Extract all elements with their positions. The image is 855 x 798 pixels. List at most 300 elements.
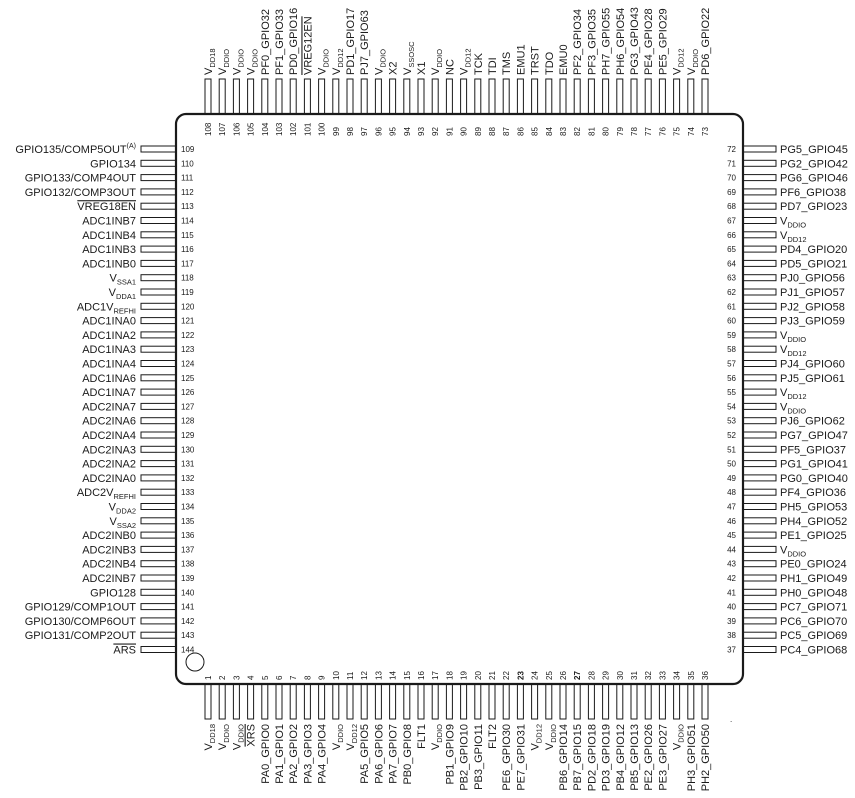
pin-name-pj7-gpio63: PJ7_GPIO63	[359, 10, 372, 75]
pin-stub-113	[141, 203, 176, 209]
pin-stub-137	[141, 546, 176, 552]
pin-stub-2	[219, 684, 225, 719]
pin-stub-51	[743, 446, 776, 452]
pin-name-flt2: FLT2	[487, 724, 499, 749]
pin-stub-93	[418, 79, 424, 114]
pin-name-v-dda1: $V_{DDA1}$	[108, 287, 136, 301]
pin-stub-91	[446, 79, 452, 114]
pin-number-17: 17	[431, 671, 441, 680]
pin-number-89: 89	[473, 127, 483, 136]
pin-name-v-dd12: $V_{DD12}$	[458, 48, 473, 75]
pin-number-84: 84	[544, 127, 554, 136]
pin-stub-29	[603, 684, 609, 719]
pin-stub-77	[645, 79, 651, 114]
pin-number-110: 110	[181, 159, 194, 169]
pin-name-v-dd12: $V_{DD12}$	[780, 387, 807, 402]
pin-name-pe7-gpio31: PE7_GPIO31	[515, 724, 528, 791]
pin-stub-87	[503, 79, 509, 114]
pin-name-v-dd18: $V_{DD18}$	[203, 48, 217, 75]
pin-number-88: 88	[488, 127, 497, 136]
pin-number-11: 11	[346, 671, 355, 680]
pin-number-2: 2	[218, 675, 228, 680]
pin-stub-41	[743, 589, 776, 595]
pin-name-pj5-gpio61: PJ5_GPIO61	[780, 372, 845, 385]
pin-number-44: 44	[727, 545, 736, 555]
pin-stub-32	[645, 684, 651, 719]
pin-name-pb7-gpio15: PB7_GPIO15	[572, 724, 585, 791]
pin-number-74: 74	[686, 127, 696, 136]
pin-name-pa3-gpio3: PA3_GPIO3	[302, 724, 315, 784]
pin-name-pd1-gpio17: PD1_GPIO17	[345, 7, 357, 75]
pin-name-gpio132-comp3out: GPIO132/COMP3OUT	[24, 186, 136, 199]
pin-number-129: 129	[181, 431, 195, 440]
pin-name-v-dd12: $V_{DD12}$	[330, 48, 345, 75]
pin-name-tms: TMS	[501, 51, 514, 75]
pin-stub-107	[219, 79, 225, 114]
pin-number-112: 112	[181, 187, 194, 197]
pin-number-68: 68	[727, 202, 736, 212]
pin-number-60: 60	[727, 316, 736, 326]
pin-name-v-ddio: $V_{DDIO}$	[231, 48, 246, 75]
pin-number-64: 64	[727, 259, 736, 269]
pin-name-pf4-gpio36: PF4_GPIO36	[780, 487, 847, 500]
pin-stub-122	[141, 332, 176, 338]
pin-number-119: 119	[181, 288, 194, 297]
pin-number-31: 31	[630, 671, 639, 680]
pin-stub-55	[743, 389, 776, 395]
pin-number-106: 106	[232, 122, 242, 136]
pin-name-ph4-gpio52: PH4_GPIO52	[780, 515, 848, 528]
pin-number-55: 55	[727, 388, 736, 398]
pin-number-57: 57	[727, 359, 736, 369]
pin-number-82: 82	[573, 127, 583, 136]
pin-stub-70	[743, 175, 776, 181]
pin-name-v-ssa1: $V_{SSA1}$	[109, 272, 136, 287]
pin-number-126: 126	[181, 388, 195, 398]
pin-number-49: 49	[727, 473, 736, 483]
pin-stub-47	[743, 504, 776, 510]
pin-number-109: 109	[181, 145, 195, 154]
pin-stub-26	[560, 684, 566, 719]
pin-stub-34	[674, 684, 680, 719]
pin-stub-11	[347, 684, 353, 719]
pin-number-122: 122	[181, 330, 195, 340]
pin-stub-126	[141, 389, 176, 395]
pin-stub-106	[233, 79, 239, 114]
pin-name-adc1ina6: ADC1INA6	[82, 372, 136, 385]
pin-name-gpio131-comp2out: GPIO131/COMP2OUT	[24, 630, 136, 643]
pin-name-pd4-gpio20: PD4_GPIO20	[780, 244, 848, 257]
pin-number-46: 46	[727, 516, 736, 526]
pin-number-34: 34	[672, 671, 682, 680]
pin-stub-49	[743, 475, 776, 481]
pin-name-v-ddio: $V_{DDIO}$	[231, 724, 246, 751]
pin-number-95: 95	[388, 127, 398, 136]
pin-number-123: 123	[181, 345, 195, 355]
pin-stub-101	[304, 79, 310, 114]
pin-number-37: 37	[727, 645, 736, 655]
pin-name-emu0: EMU0	[558, 44, 570, 75]
pin-name-adc1ina0: ADC1INA0	[82, 315, 136, 328]
pin-stub-14	[390, 684, 396, 719]
pin-stub-124	[141, 361, 176, 367]
pin-stub-116	[141, 246, 176, 252]
pin-name-pb6-gpio14: PB6_GPIO14	[558, 724, 570, 791]
pin-stub-117	[141, 260, 176, 266]
chip-package-body	[176, 114, 743, 684]
pin-stub-95	[390, 79, 396, 114]
pin-stub-23	[517, 684, 523, 719]
pin-number-5: 5	[260, 675, 270, 680]
pin-name-pg2-gpio42: PG2_GPIO42	[780, 158, 848, 171]
pin-name-ars: ARS	[113, 644, 136, 657]
pin-name-flt1: FLT1	[416, 724, 428, 749]
pin-stub-46	[743, 518, 776, 524]
pin-stub-71	[743, 160, 776, 166]
pin-name-ph3-gpio51: PH3_GPIO51	[685, 724, 698, 792]
pin-stub-127	[141, 403, 176, 409]
pin-number-56: 56	[727, 373, 736, 383]
pin-name-v-dd12: $V_{DD12}$	[780, 229, 807, 244]
pin-stub-33	[659, 684, 665, 719]
pin-name-x1: X1	[416, 61, 428, 75]
pin-name-pj0-gpio56: PJ0_GPIO56	[780, 272, 845, 285]
pin-stub-13	[375, 684, 381, 719]
pin-number-81: 81	[587, 127, 597, 136]
pin-name-pg5-gpio45: PG5_GPIO45	[780, 144, 848, 156]
pin-name-pe5-gpio29: PE5_GPIO29	[657, 8, 670, 75]
pin-number-58: 58	[727, 345, 736, 355]
pin-stub-81	[588, 79, 594, 114]
pin-name-tdo: TDO	[543, 51, 556, 75]
pin-number-52: 52	[727, 431, 736, 440]
pin-stub-7	[290, 684, 296, 719]
pin-stub-56	[743, 375, 776, 381]
pin-name-pf1-gpio33: PF1_GPIO33	[274, 8, 286, 75]
pin-stub-18	[446, 684, 452, 719]
pin-number-92: 92	[431, 127, 441, 136]
pin-name-adc2inb3: ADC2INB3	[82, 544, 136, 557]
pin-name-xrs: XRS	[245, 724, 258, 747]
pin-stub-65	[743, 246, 776, 252]
pin-name-pf3-gpio35: PF3_GPIO35	[586, 8, 599, 75]
pin-number-132: 132	[181, 473, 195, 483]
pin-stub-63	[743, 275, 776, 281]
pin-number-139: 139	[181, 574, 195, 583]
pin-number-115: 115	[181, 230, 194, 240]
pin-number-113: 113	[181, 202, 194, 212]
pin-name-pf5-gpio37: PF5_GPIO37	[780, 444, 847, 457]
pin-name-adc2inb7: ADC2INB7	[82, 573, 136, 585]
pin-number-32: 32	[644, 671, 654, 680]
pin-name-v-ddio: $V_{DDIO}$	[245, 48, 260, 75]
pin-name-v-ssosc: $V_{SSOSC}$	[401, 41, 416, 75]
pin-stub-6	[276, 684, 282, 719]
pin-number-90: 90	[459, 127, 469, 136]
pin-number-140: 140	[181, 588, 195, 598]
pin-name-adc1ina4: ADC1INA4	[82, 358, 136, 371]
pin-name-adc1inb7: ADC1INB7	[82, 215, 136, 228]
pin-name-adc1ina2: ADC1INA2	[82, 329, 136, 342]
pin-number-39: 39	[727, 616, 736, 626]
pin-number-6: 6	[275, 675, 284, 680]
pin-stub-3	[233, 684, 239, 719]
pin-stub-97	[361, 79, 367, 114]
pin-name-v-ddio: $V_{DDIO}$	[685, 48, 700, 75]
pin-name-pd6-gpio22: PD6_GPIO22	[700, 7, 712, 75]
pin-stub-90	[461, 79, 467, 114]
pin-stub-27	[574, 684, 580, 719]
pin-name-tck: TCK	[472, 53, 485, 75]
pin-name-pa4-gpio4: PA4_GPIO4	[316, 724, 329, 784]
pin-stub-118	[141, 275, 176, 281]
pin-stub-134	[141, 504, 176, 510]
pin-name-v-dd18: $V_{DD18}$	[203, 724, 217, 751]
pin-stub-85	[532, 79, 538, 114]
pin-name-nc: NC	[444, 59, 457, 75]
pin-stub-73	[702, 79, 708, 114]
pin-name-pc7-gpio71: PC7_GPIO71	[780, 601, 848, 614]
pin-number-107: 107	[218, 122, 228, 136]
pin-stub-60	[743, 318, 776, 324]
pin-stub-100	[319, 79, 325, 114]
pin-number-10: 10	[331, 671, 341, 680]
pin-stub-112	[141, 189, 176, 195]
pin-number-13: 13	[374, 671, 384, 680]
pin-name-vreg18en: VREG18EN	[77, 201, 136, 214]
pin-number-102: 102	[289, 122, 299, 136]
pin-stub-109	[141, 146, 176, 152]
pin-name-pc4-gpio68: PC4_GPIO68	[780, 644, 848, 657]
pin-name-pf0-gpio32: PF0_GPIO32	[259, 8, 272, 75]
pin-number-120: 120	[181, 302, 195, 312]
pin-name-pf6-gpio38: PF6_GPIO38	[780, 186, 847, 199]
pin-number-97: 97	[360, 127, 370, 136]
pin-number-98: 98	[346, 127, 355, 136]
pin-name-v-ddio: $V_{DDIO}$	[217, 48, 232, 75]
pin-number-111: 111	[181, 173, 194, 183]
pin-stub-1	[205, 684, 211, 719]
pin-stub-86	[517, 79, 523, 114]
pin-stub-48	[743, 489, 776, 495]
pin-stub-108	[205, 79, 211, 114]
pin-number-134: 134	[181, 502, 195, 512]
pin-number-138: 138	[181, 559, 195, 569]
pin-number-29: 29	[601, 671, 611, 680]
pin-name-pe6-gpio30: PE6_GPIO30	[501, 724, 514, 791]
pin-number-108: 108	[204, 122, 213, 136]
pin-stub-84	[546, 79, 552, 114]
pin-number-80: 80	[601, 127, 611, 136]
pin-number-83: 83	[559, 127, 568, 136]
pin-name-pd7-gpio23: PD7_GPIO23	[780, 201, 848, 214]
pin-number-8: 8	[303, 675, 313, 680]
pin-number-40: 40	[727, 602, 736, 612]
pin-number-41: 41	[727, 588, 736, 598]
pin-name-pb0-gpio8: PB0_GPIO8	[401, 724, 414, 785]
pin-number-69: 69	[727, 187, 736, 197]
pin-stub-38	[743, 632, 776, 638]
pin-stub-16	[418, 684, 424, 719]
pin-stub-35	[688, 684, 694, 719]
pin-name-adc2v-refhi: $ADC2V_{REFHI}$	[76, 487, 136, 502]
pin-name-gpio134: GPIO134	[90, 158, 136, 171]
pin-name-gpio130-comp6out: GPIO130/COMP6OUT	[24, 615, 136, 628]
pin-stub-36	[702, 684, 708, 719]
pin-name-pe0-gpio24: PE0_GPIO24	[780, 558, 847, 571]
pin-number-43: 43	[727, 559, 736, 569]
pin-stub-111	[141, 175, 176, 181]
pin-number-27: 27	[573, 671, 583, 680]
pin-stub-9	[319, 684, 325, 719]
pin-name-x2: X2	[387, 61, 400, 75]
pin-number-42: 42	[727, 574, 736, 583]
pin-number-24: 24	[530, 671, 540, 680]
pin-name-ph2-gpio50: PH2_GPIO50	[700, 724, 712, 792]
pin-stub-50	[743, 461, 776, 467]
pin-stub-96	[375, 79, 381, 114]
pin-number-130: 130	[181, 445, 195, 455]
pin-number-135: 135	[181, 516, 195, 526]
pin-stub-20	[475, 684, 481, 719]
pin-stub-130	[141, 446, 176, 452]
pin-number-38: 38	[727, 631, 736, 641]
pin-number-104: 104	[260, 122, 270, 136]
pin-name-pd2-gpio18: PD2_GPIO18	[586, 724, 599, 792]
pin-name-adc1ina7: ADC1INA7	[82, 387, 136, 400]
pin-name-vreg12en: VREG12EN	[302, 16, 315, 75]
pin-number-125: 125	[181, 373, 195, 383]
pin-name-v-ddio: $V_{DDIO}$	[217, 724, 232, 751]
pin-stub-143	[141, 632, 176, 638]
pin-number-67: 67	[727, 216, 736, 226]
pin-name-v-ddio: $V_{DDIO}$	[780, 329, 807, 344]
pin-name-adc2ina3: ADC2INA3	[82, 444, 136, 457]
pin-name-pd5-gpio21: PD5_GPIO21	[780, 258, 848, 271]
pin-name-pd3-gpio19: PD3_GPIO19	[600, 724, 613, 792]
pin-name-pg6-gpio46: PG6_GPIO46	[780, 172, 848, 185]
pin-number-62: 62	[727, 288, 736, 297]
pin-name-emu1: EMU1	[515, 44, 528, 75]
pin-number-70: 70	[727, 173, 736, 183]
pin-stub-99	[333, 79, 339, 114]
pin-stub-58	[743, 346, 776, 352]
pin-stub-72	[743, 146, 776, 152]
pin-name-v-dd12: $V_{DD12}$	[345, 724, 359, 751]
pin-number-12: 12	[360, 671, 370, 680]
pin-number-144: 144	[181, 645, 195, 655]
pin-stub-4	[248, 684, 254, 719]
pin-number-15: 15	[402, 671, 412, 680]
pin-name-ph1-gpio49: PH1_GPIO49	[780, 573, 848, 585]
pin-stub-22	[503, 684, 509, 719]
pin-stub-17	[432, 684, 438, 719]
pin-name-pf2-gpio34: PF2_GPIO34	[572, 8, 585, 75]
pin-stub-37	[743, 647, 776, 653]
pin-number-19: 19	[459, 671, 469, 680]
pin-number-73: 73	[701, 127, 710, 136]
pin-number-127: 127	[181, 402, 195, 412]
pin-name-adc2ina7: ADC2INA7	[82, 401, 136, 414]
pin-stub-21	[489, 684, 495, 719]
pin-name-pg1-gpio41: PG1_GPIO41	[780, 458, 848, 471]
pin-name-pe2-gpio26: PE2_GPIO26	[643, 724, 656, 791]
pin-number-33: 33	[658, 671, 668, 680]
pin-name-pg7-gpio47: PG7_GPIO47	[780, 430, 848, 442]
pin-name-adc1inb0: ADC1INB0	[82, 258, 136, 271]
pin-name-pd0-gpio16: PD0_GPIO16	[288, 7, 301, 75]
pin-name-pe3-gpio27: PE3_GPIO27	[657, 724, 670, 791]
pin-stub-28	[588, 684, 594, 719]
pin-name-v-ddio: $V_{DDIO}$	[330, 724, 345, 751]
pin-stub-78	[631, 79, 637, 114]
pin-name-pj4-gpio60: PJ4_GPIO60	[780, 358, 845, 371]
pin-stub-131	[141, 461, 176, 467]
pin-number-51: 51	[727, 445, 736, 455]
pin-number-76: 76	[658, 127, 668, 136]
pin-number-85: 85	[530, 127, 540, 136]
pin-stub-59	[743, 332, 776, 338]
pin-number-20: 20	[473, 671, 483, 680]
pin-stub-128	[141, 418, 176, 424]
pin-name-pa5-gpio5: PA5_GPIO5	[359, 724, 372, 784]
pin-number-1: 1	[204, 675, 213, 680]
pin-number-25: 25	[544, 671, 554, 680]
pin-name-adc2inb0: ADC2INB0	[82, 530, 136, 543]
pin-number-65: 65	[727, 245, 736, 255]
pin-name-gpio133-comp4out: GPIO133/COMP4OUT	[24, 172, 136, 185]
pin-number-142: 142	[181, 616, 195, 626]
pin-number-23: 23	[516, 671, 526, 680]
pin-name-pj1-gpio57: PJ1_GPIO57	[780, 287, 845, 299]
pin-number-116: 116	[181, 245, 194, 255]
pin-name-pa1-gpio1: PA1_GPIO1	[274, 724, 286, 784]
pin-name-ph6-gpio54: PH6_GPIO54	[614, 7, 627, 75]
pin-stub-45	[743, 532, 776, 538]
pin-name-v-ddio: $V_{DDIO}$	[373, 48, 388, 75]
pin-stub-139	[141, 575, 176, 581]
pin-stub-57	[743, 361, 776, 367]
pin-number-54: 54	[727, 402, 736, 412]
pin-stub-5	[262, 684, 268, 719]
pin-stub-104	[262, 79, 268, 114]
pin-number-63: 63	[727, 273, 736, 283]
pin-number-4: 4	[246, 675, 256, 680]
pin-stub-74	[688, 79, 694, 114]
pin-name-pg3-gpio43: PG3_GPIO43	[629, 7, 641, 75]
pin-number-3: 3	[232, 675, 242, 680]
pin-stub-140	[141, 589, 176, 595]
pin-name-v-ddio: $V_{DDIO}$	[316, 48, 331, 75]
pin-number-26: 26	[559, 671, 568, 680]
pin-stub-94	[404, 79, 410, 114]
pin-stub-103	[276, 79, 282, 114]
pin-stub-40	[743, 604, 776, 610]
pin-stub-125	[141, 375, 176, 381]
pin-name-pj2-gpio58: PJ2_GPIO58	[780, 301, 845, 314]
pin-stub-10	[333, 684, 339, 719]
pin-name-trst: TRST	[529, 46, 542, 75]
pin-stub-69	[743, 189, 776, 195]
pin-number-136: 136	[181, 531, 195, 541]
pin-stub-115	[141, 232, 176, 238]
pin-stub-102	[290, 79, 296, 114]
pin-number-94: 94	[402, 127, 412, 136]
pin-stub-15	[404, 684, 410, 719]
pin-number-72: 72	[727, 145, 736, 154]
pin-number-21: 21	[488, 671, 497, 680]
pin-number-114: 114	[181, 216, 194, 226]
